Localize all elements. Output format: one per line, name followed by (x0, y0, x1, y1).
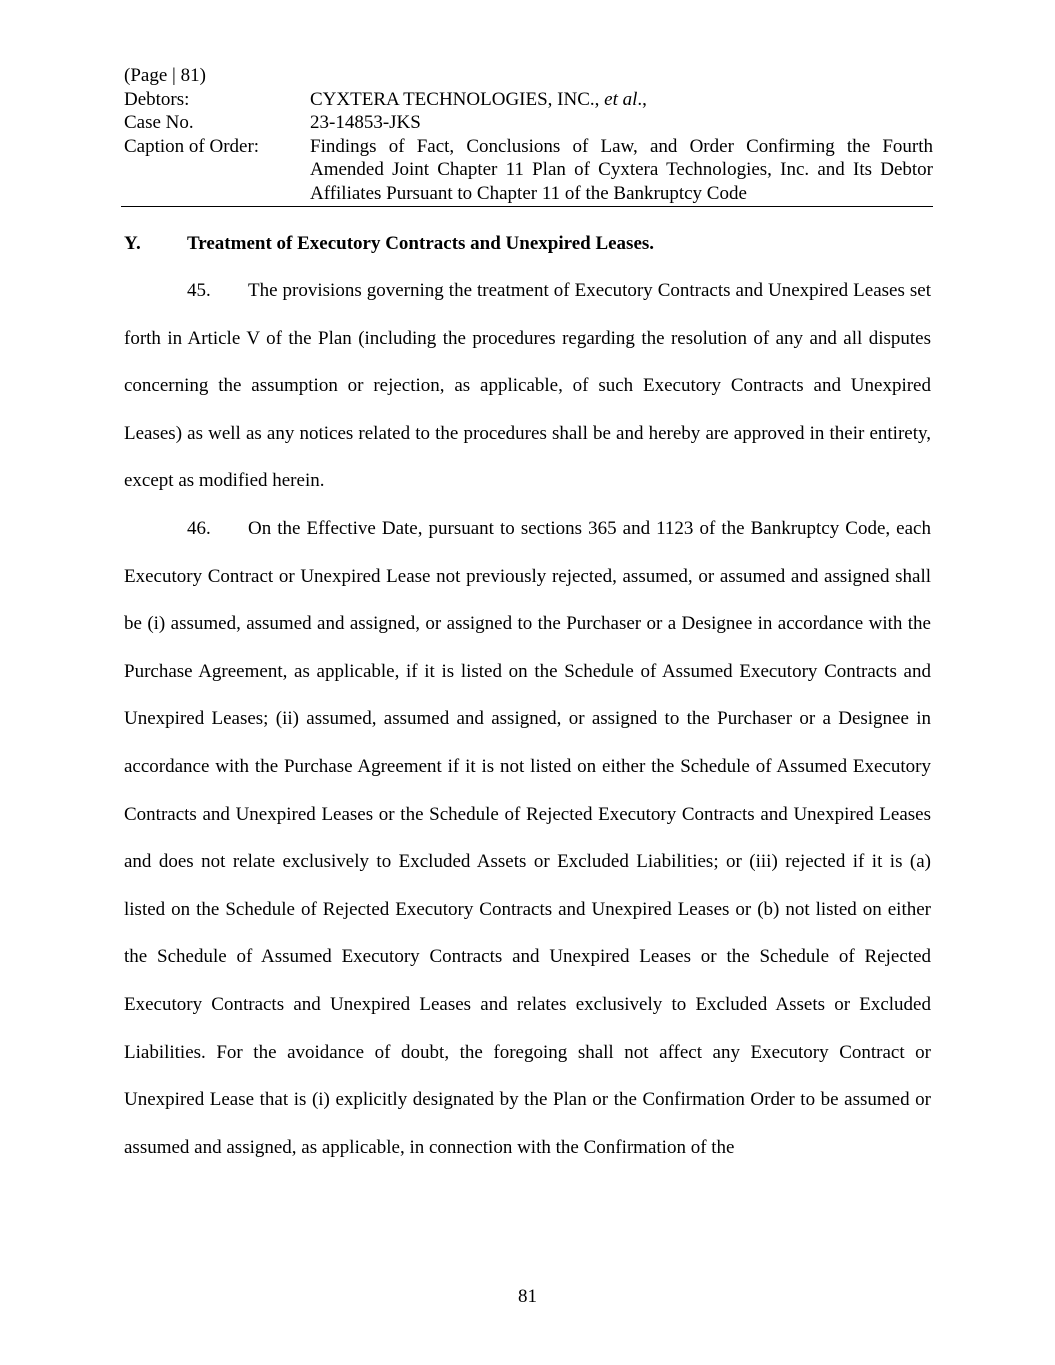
paragraph-text: The provisions governing the treatment of Executory Contracts and Unexpired Leases set forth in Article V of the Plan (including the procedures regarding the resolution of any and all disputes concerning the assumption or rejection, as applicable, of such Executory Contracts and Unexpired Leases) as well as any notices related to the procedures shall be and hereby are approved in their entirety, except as modified herein. (124, 280, 931, 492)
debtors-et-al: et al (604, 88, 638, 110)
case-number-label: Case No. (124, 112, 194, 133)
debtors-row (124, 88, 933, 112)
page-reference-row (124, 64, 933, 88)
page-number: 81 (518, 1286, 537, 1307)
body-text (124, 267, 931, 1171)
debtors-label: Debtors: (124, 88, 190, 110)
section-heading (124, 232, 654, 256)
caption-row (124, 135, 933, 206)
section-title: Treatment of Executory Contracts and Unexpired Leases. (187, 233, 655, 254)
paragraph-text: On the Effective Date, pursuant to sections 365 and 1123 of the Bankruptcy Code, each Executory Contract or Unexpired Lease not previously rejected, assumed, or assumed and assigned shall be (i) assumed, assumed and assigned, or assigned to the Purchaser or a Designee in accordance with the Purchase Agreement, as applicable, if it is listed on the Schedule of Assumed Executory Contracts and Unexpired Leases; (ii) assumed, assumed and assigned, or assigned to the Purchaser or a Designee in accordance with the Purchase Agreement if it is not listed on either the Schedule of Assumed Executory Contracts and Unexpired Leases or the Schedule of Rejected Executory Contracts and Unexpired Leases and does not relate exclusively to Excluded Assets or Excluded Liabilities; or (iii) rejected if it is (a) listed on the Schedule of Rejected Executory Contracts and Unexpired Leases or (b) not listed on either the Schedule of Assumed Executory Contracts and Unexpired Leases or the Schedule of Rejected Executory Contracts and Unexpired Leases and relates exclusively to Excluded Assets or Excluded Liabilities. For the avoidance of doubt, the foregoing shall not affect any Executory Contract or Unexpired Lease that is (i) explicitly designated by the Plan or the Confirmation Order to be assumed or assumed and assigned, as applicable, in connection with the Confirmation of the (124, 517, 931, 1158)
debtors-value (310, 88, 933, 112)
caption-label: Caption of Order: (124, 135, 260, 157)
section-letter: Y. (124, 233, 141, 254)
caption-value: Findings of Fact, Conclusions of Law, and Order Confirming the Fourth Amended Joint Chapter 11 Plan of Cyxtera Technologies, Inc. and Its Debtor Affiliates Pursuant to Chapter 11 of the Bankruptcy Code (310, 135, 933, 204)
case-number-row (124, 111, 933, 135)
debtors-name: CYXTERA TECHNOLOGIES, INC., (310, 88, 600, 110)
paragraph-number: 46. (187, 517, 211, 539)
paragraph-46 (124, 505, 931, 1171)
debtors-trailing-punct: ., (637, 88, 647, 110)
document-header (124, 64, 933, 205)
paragraph-number: 45. (187, 280, 211, 301)
header-divider (121, 206, 933, 207)
page-reference: (Page | 81) (124, 65, 206, 86)
case-number-value: 23-14853-JKS (310, 112, 421, 133)
paragraph-45 (124, 267, 931, 505)
